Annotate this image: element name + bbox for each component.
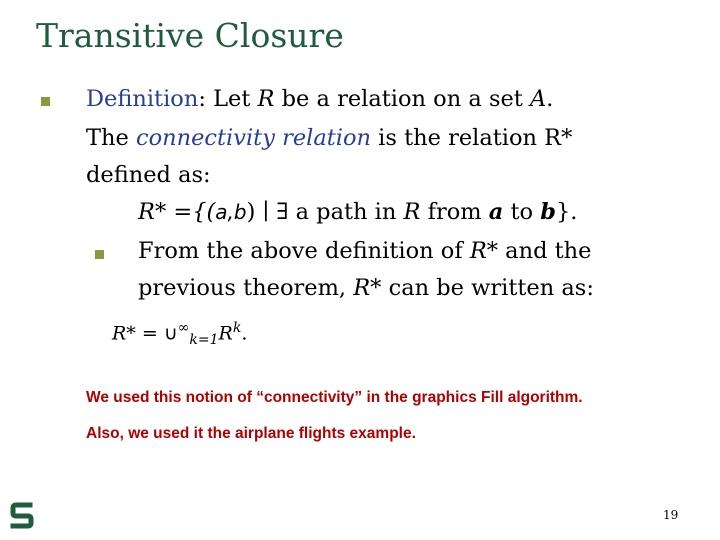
connectivity-relation-term: connectivity relation — [135, 125, 372, 151]
note-airplane: Also, we used it the airplane flights example. — [86, 425, 416, 442]
definition-colon: : — [198, 86, 206, 112]
line2-rest: is the relation R* — [371, 125, 573, 151]
relation-symbol: R — [257, 86, 275, 112]
definition-line — [86, 86, 553, 112]
bullet-sub — [95, 250, 104, 259]
formula-from: from — [420, 199, 489, 225]
definition-text-1: Let — [205, 86, 258, 112]
definition-label: Definition — [86, 86, 199, 112]
slide-title: Transitive Closure — [36, 16, 344, 55]
bullet-main — [41, 97, 50, 106]
note-connectivity: We used this notion of “connectivity” in the graphics Fill algorithm. — [86, 389, 583, 406]
definition-text-2: be a relation on a set — [274, 86, 530, 112]
defined-as-line: defined as: — [86, 162, 211, 188]
union-subscript: k=1 — [189, 332, 219, 349]
definition-period: . — [546, 86, 554, 112]
sub-bullet-2a: previous theorem, — [138, 275, 354, 301]
university-logo — [10, 500, 34, 530]
formula-end: }. — [555, 199, 578, 225]
connectivity-line — [86, 125, 572, 151]
union-symbol: ∪ — [163, 322, 178, 345]
formula-ab: a,b — [215, 200, 247, 224]
formula-line — [138, 199, 577, 225]
union-formula — [112, 320, 247, 348]
formula-to: to — [503, 199, 541, 225]
union-power: k — [232, 320, 242, 336]
union-R: R — [218, 322, 233, 345]
formula-left: R* ={( — [138, 199, 216, 225]
union-infinity: ∞ — [177, 320, 190, 336]
sub-bullet-1b: and the — [498, 238, 592, 264]
union-rstar: R* = — [112, 322, 164, 345]
formula-R: R — [403, 199, 421, 225]
union-end: . — [241, 322, 248, 345]
line2-the: The — [86, 125, 136, 151]
sub-bullet-2b: can be written as: — [381, 275, 594, 301]
sub-bullet-2-R: R* — [353, 275, 382, 301]
set-symbol: A — [530, 86, 547, 112]
sub-bullet-line-2 — [138, 275, 594, 301]
formula-a: a — [488, 199, 504, 225]
formula-b: b — [540, 199, 556, 225]
sub-bullet-1a: From the above definition of — [138, 238, 470, 264]
sub-bullet-1-R: R* — [469, 238, 499, 264]
formula-bar: ) ∣ ∃ a path in — [246, 199, 404, 225]
page-number: 19 — [663, 508, 679, 522]
sub-bullet-line-1 — [138, 238, 591, 264]
